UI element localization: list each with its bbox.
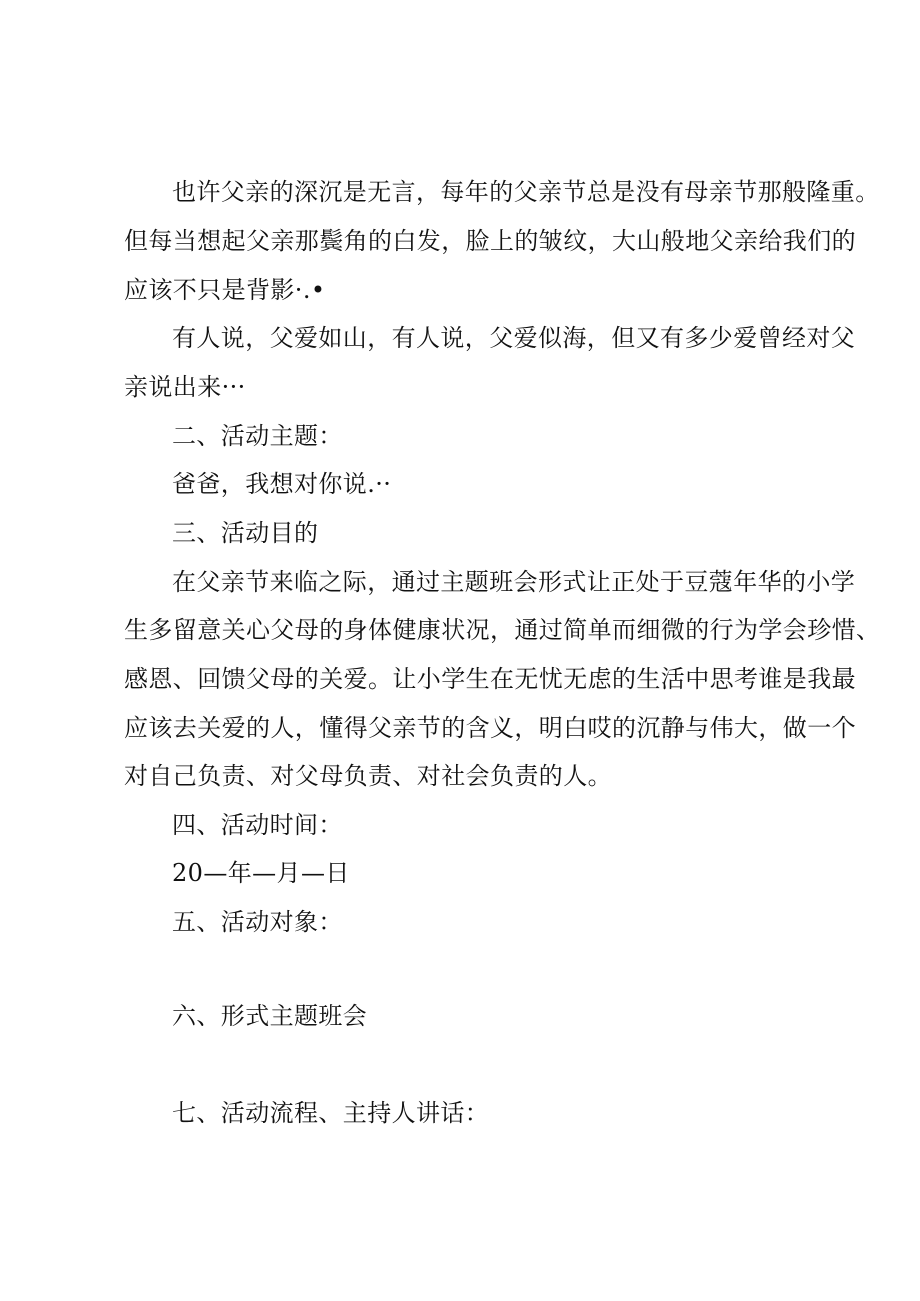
paragraph-line: 感恩、回馈父母的关爱。让小学生在无忧无虑的生活中思考谁是我最 bbox=[124, 665, 856, 693]
paragraph-line: 应该去关爱的人，懂得父亲节的含义，明白哎的沉静与伟大，做一个 bbox=[124, 714, 856, 742]
section-heading: 三、活动目的 bbox=[172, 519, 319, 547]
paragraph-line: 有人说，父爱如山，有人说，父爱似海，但又有多少爱曾经对父 bbox=[172, 324, 856, 352]
paragraph-line: 亲说出来··· bbox=[124, 373, 246, 401]
section-heading: 五、活动对象： bbox=[172, 908, 343, 936]
paragraph-line: 20—年—月—日 bbox=[172, 859, 350, 887]
section-heading: 六、形式主题班会 bbox=[172, 1002, 368, 1030]
paragraph-line: 生多留意关心父母的身体健康状况，通过简单而细微的行为学会珍惜、 bbox=[124, 616, 881, 644]
paragraph-line: 也许父亲的深沉是无言，每年的父亲节总是没有母亲节那般隆重。 bbox=[172, 178, 880, 206]
paragraph-line: 在父亲节来临之际，通过主题班会形式让正处于豆蔻年华的小学 bbox=[172, 568, 856, 596]
paragraph-line: 应该不只是背影·.• bbox=[124, 276, 326, 304]
section-heading: 四、活动时间： bbox=[172, 811, 343, 839]
section-heading: 二、活动主题： bbox=[172, 422, 343, 450]
section-heading: 七、活动流程、主持人讲话： bbox=[172, 1099, 490, 1127]
paragraph-line: 爸爸，我想对你说.·· bbox=[172, 470, 392, 498]
paragraph-line: 但每当想起父亲那鬓角的白发，脸上的皱纹，大山般地父亲给我们的 bbox=[124, 227, 856, 255]
paragraph-line: 对自己负责、对父母负责、对社会负责的人。 bbox=[124, 762, 612, 790]
